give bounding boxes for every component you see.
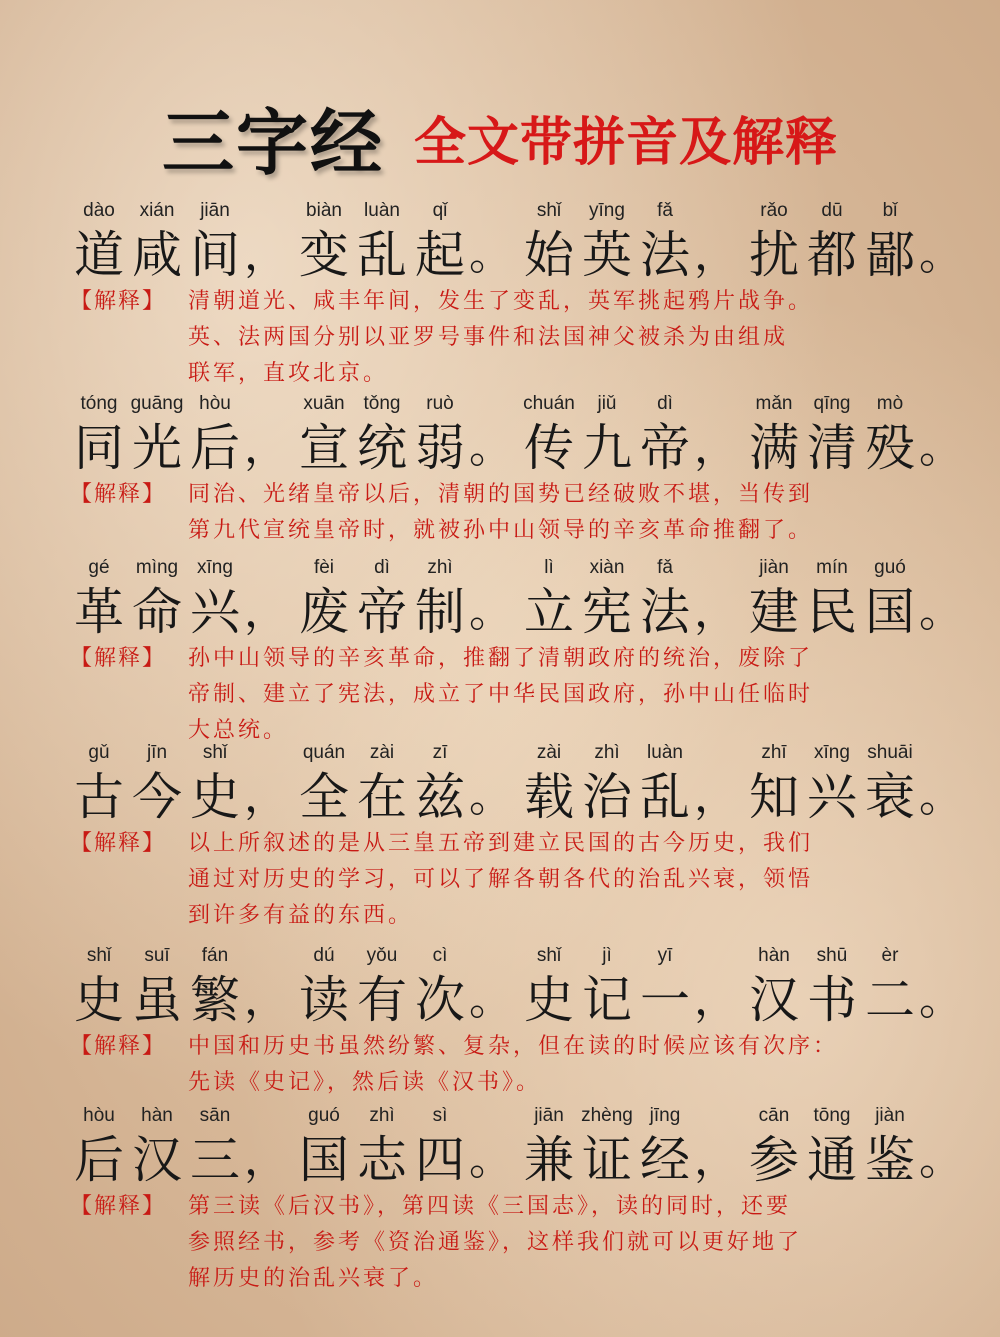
- pinyin: gé: [88, 557, 110, 578]
- pinyin: dú: [313, 945, 335, 966]
- hanzi-char: 经: [640, 1131, 690, 1189]
- verse-phrase: [520, 393, 738, 477]
- hanzi-char: 后: [190, 419, 240, 477]
- pinyin-row: [520, 393, 730, 419]
- explanation-line: 解历史的治乱兴衰了。: [188, 1266, 439, 1291]
- pinyin: xīng: [814, 742, 850, 763]
- hanzi-char: 乱: [640, 768, 690, 826]
- hanzi-char: 变: [299, 226, 349, 284]
- hanzi-char: 殁: [865, 419, 915, 477]
- pinyin: yī: [657, 945, 673, 966]
- punctuation: ，: [694, 974, 738, 1025]
- punctuation: 。: [469, 1134, 513, 1185]
- pinyin: jì: [602, 945, 612, 966]
- explanation-line: 通过对历史的学习，可以了解各朝各代的治乱兴衰，领悟: [188, 867, 814, 892]
- hanzi-char: 今: [132, 768, 182, 826]
- hanzi-row: [295, 226, 513, 284]
- pinyin-row: [745, 1105, 955, 1131]
- explanation-line: 到许多有益的东西。: [188, 903, 414, 928]
- hanzi-char: 兹: [415, 768, 465, 826]
- punctuation: 。: [919, 1134, 963, 1185]
- hanzi-row: [295, 583, 513, 641]
- explanation-line: 英、法两国分别以亚罗号事件和法国神父被杀为由组成: [188, 325, 789, 350]
- hanzi-char: 扰: [749, 226, 799, 284]
- explanation-label: 【解释】: [70, 831, 167, 856]
- hanzi-char: 法: [640, 226, 690, 284]
- pinyin-row: [70, 945, 280, 971]
- hanzi-row: [520, 226, 738, 284]
- hanzi-row: [70, 971, 288, 1029]
- hanzi-char: 满: [749, 419, 799, 477]
- verse-section: [0, 742, 1000, 928]
- verse-section: [0, 1105, 1000, 1291]
- punctuation: ，: [694, 586, 738, 637]
- pinyin: shǐ: [86, 945, 112, 966]
- hanzi-char: 兼: [524, 1131, 574, 1189]
- pinyin-row: [520, 557, 730, 583]
- pinyin-row: [70, 742, 280, 768]
- pinyin: shū: [816, 945, 848, 966]
- hanzi-char: 鄙: [865, 226, 915, 284]
- pinyin: yǒu: [366, 945, 398, 966]
- hanzi-row: [745, 419, 963, 477]
- verse-line: [0, 393, 1000, 477]
- verse-section: [0, 945, 1000, 1095]
- punctuation: 。: [919, 771, 963, 822]
- verse-phrase: [745, 945, 963, 1029]
- punctuation: ，: [694, 1134, 738, 1185]
- hanzi-row: [745, 583, 963, 641]
- pinyin-row: [745, 945, 955, 971]
- explanation-line: 中国和历史书虽然纷繁、复杂，但在读的时候应该有次序：: [188, 1034, 839, 1059]
- pinyin: quán: [302, 742, 346, 763]
- explanation-text: [188, 1029, 958, 1101]
- pinyin: guó: [308, 1105, 340, 1126]
- hanzi-char: 清: [807, 419, 857, 477]
- hanzi-char: 制: [415, 583, 465, 641]
- pinyin: hòu: [199, 393, 231, 414]
- pinyin: shǐ: [536, 200, 562, 221]
- punctuation: 。: [469, 586, 513, 637]
- pinyin: dào: [83, 200, 115, 221]
- pinyin: mò: [876, 393, 904, 414]
- pinyin: cì: [432, 945, 448, 966]
- hanzi-char: 书: [807, 971, 857, 1029]
- verse-line: [0, 557, 1000, 641]
- hanzi-row: [295, 419, 513, 477]
- verse-phrase: [70, 200, 288, 284]
- explanation-line: 第九代宣统皇帝时，就被孙中山领导的辛亥革命推翻了。: [188, 518, 814, 543]
- punctuation: 。: [469, 229, 513, 280]
- pinyin: gǔ: [88, 742, 110, 763]
- title-sub: 全文带拼音及解释: [414, 112, 839, 173]
- hanzi-row: [520, 971, 738, 1029]
- verse-phrase: [70, 557, 288, 641]
- verse-phrase: [520, 200, 738, 284]
- pinyin: fǎ: [657, 557, 673, 578]
- pinyin: luàn: [647, 742, 683, 763]
- verse-phrase: [70, 945, 288, 1029]
- hanzi-char: 传: [524, 419, 574, 477]
- punctuation: 。: [919, 974, 963, 1025]
- punctuation: ，: [244, 1134, 288, 1185]
- pinyin: biàn: [306, 200, 342, 221]
- pinyin: zhī: [761, 742, 787, 763]
- hanzi-char: 载: [524, 768, 574, 826]
- hanzi-char: 读: [299, 971, 349, 1029]
- hanzi-char: 国: [299, 1131, 349, 1189]
- punctuation: 。: [919, 586, 963, 637]
- pinyin-row: [745, 742, 955, 768]
- pinyin: dì: [374, 557, 390, 578]
- explanation-line: 第三读《后汉书》，第四读《三国志》，读的同时，还要: [188, 1194, 792, 1219]
- pinyin-row: [520, 200, 730, 226]
- title-row: [0, 85, 1000, 189]
- hanzi-char: 帝: [640, 419, 690, 477]
- pinyin: zī: [432, 742, 448, 763]
- verse-phrase: [70, 1105, 288, 1189]
- hanzi-char: 汉: [749, 971, 799, 1029]
- hanzi-row: [70, 1131, 288, 1189]
- hanzi-char: 二: [865, 971, 915, 1029]
- verse-phrase: [520, 557, 738, 641]
- explanation-text: [188, 284, 958, 392]
- hanzi-char: 三: [190, 1131, 240, 1189]
- hanzi-char: 兴: [807, 768, 857, 826]
- pinyin-row: [295, 742, 505, 768]
- punctuation: 。: [469, 974, 513, 1025]
- punctuation: ，: [694, 422, 738, 473]
- pinyin: zài: [369, 742, 395, 763]
- hanzi-char: 同: [74, 419, 124, 477]
- hanzi-char: 宣: [299, 419, 349, 477]
- pinyin: fǎ: [657, 200, 673, 221]
- hanzi-char: 四: [415, 1131, 465, 1189]
- pinyin-row: [70, 393, 280, 419]
- pinyin: mìng: [135, 557, 179, 578]
- hanzi-char: 宪: [582, 583, 632, 641]
- pinyin: jiàn: [875, 1105, 905, 1126]
- pinyin: zhì: [594, 742, 620, 763]
- verse-phrase: [745, 557, 963, 641]
- hanzi-char: 乱: [357, 226, 407, 284]
- pinyin: zhì: [427, 557, 453, 578]
- explanation-text: [188, 826, 958, 934]
- hanzi-row: [70, 226, 288, 284]
- explanation-line: 联军，直攻北京。: [188, 361, 389, 386]
- pinyin: jiǔ: [597, 393, 617, 414]
- hanzi-char: 咸: [132, 226, 182, 284]
- pinyin: qǐ: [432, 200, 448, 221]
- hanzi-row: [295, 1131, 513, 1189]
- pinyin: guó: [874, 557, 906, 578]
- pinyin: shuāi: [867, 742, 913, 763]
- title-main: 三字经: [161, 101, 384, 185]
- pinyin: shǐ: [202, 742, 228, 763]
- pinyin: jīng: [649, 1105, 681, 1126]
- explanation-line: 大总统。: [188, 718, 289, 743]
- hanzi-char: 光: [132, 419, 182, 477]
- pinyin: guāng: [130, 393, 184, 414]
- verse-line: [0, 742, 1000, 826]
- pinyin: suī: [144, 945, 170, 966]
- hanzi-char: 一: [640, 971, 690, 1029]
- pinyin: mǎn: [755, 393, 793, 414]
- pinyin-row: [745, 557, 955, 583]
- pinyin-row: [745, 393, 955, 419]
- pinyin: lì: [544, 557, 554, 578]
- verse-phrase: [745, 742, 963, 826]
- hanzi-char: 史: [74, 971, 124, 1029]
- hanzi-char: 统: [357, 419, 407, 477]
- pinyin-row: [295, 945, 505, 971]
- punctuation: 。: [919, 422, 963, 473]
- explanation-text: [188, 1189, 958, 1297]
- hanzi-char: 兴: [190, 583, 240, 641]
- explanation-line: 参照经书，参考《资治通鉴》，这样我们就可以更好地了: [188, 1230, 803, 1255]
- punctuation: ，: [244, 229, 288, 280]
- hanzi-char: 全: [299, 768, 349, 826]
- explanation-line: 同治、光绪皇帝以后，清朝的国势已经破败不堪，当传到: [188, 482, 814, 507]
- pinyin-row: [70, 557, 280, 583]
- verse-phrase: [520, 742, 738, 826]
- hanzi-char: 革: [74, 583, 124, 641]
- explanation-text: [188, 641, 958, 749]
- hanzi-char: 史: [190, 768, 240, 826]
- pinyin: jiān: [200, 200, 230, 221]
- hanzi-row: [745, 971, 963, 1029]
- hanzi-char: 都: [807, 226, 857, 284]
- pinyin: zhèng: [581, 1105, 633, 1126]
- hanzi-char: 命: [132, 583, 182, 641]
- hanzi-char: 参: [749, 1131, 799, 1189]
- hanzi-char: 衰: [865, 768, 915, 826]
- hanzi-char: 知: [749, 768, 799, 826]
- pinyin-row: [295, 393, 505, 419]
- punctuation: 。: [469, 422, 513, 473]
- verse-phrase: [745, 200, 963, 284]
- pinyin: tóng: [80, 393, 118, 414]
- verse-phrase: [295, 742, 513, 826]
- pinyin: zhì: [369, 1105, 395, 1126]
- pinyin: luàn: [364, 200, 400, 221]
- hanzi-row: [520, 1131, 738, 1189]
- punctuation: 。: [919, 229, 963, 280]
- hanzi-char: 史: [524, 971, 574, 1029]
- pinyin: tǒng: [363, 393, 401, 414]
- pinyin: jīn: [146, 742, 168, 763]
- hanzi-char: 始: [524, 226, 574, 284]
- pinyin: hàn: [758, 945, 790, 966]
- pinyin-row: [520, 1105, 730, 1131]
- punctuation: ，: [694, 229, 738, 280]
- pinyin: zài: [536, 742, 562, 763]
- verse-phrase: [745, 1105, 963, 1189]
- pinyin: xīng: [197, 557, 233, 578]
- hanzi-char: 九: [582, 419, 632, 477]
- explanation-line: 帝制、建立了宪法，成立了中华民国政府，孙中山任临时: [188, 682, 814, 707]
- pinyin: dì: [657, 393, 673, 414]
- hanzi-char: 道: [74, 226, 124, 284]
- verse-section: [0, 393, 1000, 543]
- pinyin: hòu: [83, 1105, 115, 1126]
- explanation-line: 孙中山领导的辛亥革命，推翻了清朝政府的统治，废除了: [188, 646, 814, 671]
- hanzi-char: 废: [299, 583, 349, 641]
- pinyin-row: [295, 200, 505, 226]
- pinyin: fán: [201, 945, 229, 966]
- explanation-label: 【解释】: [70, 646, 167, 671]
- hanzi-char: 繁: [190, 971, 240, 1029]
- hanzi-char: 鉴: [865, 1131, 915, 1189]
- pinyin: fèi: [313, 557, 335, 578]
- pinyin-row: [520, 742, 730, 768]
- pinyin-row: [745, 200, 955, 226]
- pinyin-row: [295, 1105, 505, 1131]
- hanzi-char: 通: [807, 1131, 857, 1189]
- pinyin: tōng: [813, 1105, 851, 1126]
- hanzi-row: [745, 226, 963, 284]
- verse-phrase: [745, 393, 963, 477]
- hanzi-row: [520, 768, 738, 826]
- punctuation: ，: [694, 771, 738, 822]
- hanzi-char: 古: [74, 768, 124, 826]
- hanzi-char: 治: [582, 768, 632, 826]
- punctuation: ，: [244, 586, 288, 637]
- hanzi-char: 民: [807, 583, 857, 641]
- pinyin-row: [520, 945, 730, 971]
- pinyin: bǐ: [882, 200, 898, 221]
- hanzi-char: 记: [582, 971, 632, 1029]
- pinyin: èr: [881, 945, 899, 966]
- pinyin: shǐ: [536, 945, 562, 966]
- hanzi-row: [70, 419, 288, 477]
- verse-phrase: [520, 1105, 738, 1189]
- pinyin: cān: [758, 1105, 790, 1126]
- hanzi-char: 立: [524, 583, 574, 641]
- verse-phrase: [295, 557, 513, 641]
- hanzi-char: 后: [74, 1131, 124, 1189]
- pinyin: mín: [816, 557, 848, 578]
- hanzi-char: 志: [357, 1131, 407, 1189]
- pinyin-row: [70, 200, 280, 226]
- explanation-text: [188, 477, 958, 549]
- verse-phrase: [295, 1105, 513, 1189]
- pinyin: xián: [139, 200, 175, 221]
- pinyin: ruò: [426, 393, 454, 414]
- verse-phrase: [295, 200, 513, 284]
- pinyin: qīng: [813, 393, 851, 414]
- hanzi-char: 英: [582, 226, 632, 284]
- verse-section: [0, 557, 1000, 743]
- hanzi-row: [745, 768, 963, 826]
- hanzi-char: 证: [582, 1131, 632, 1189]
- hanzi-row: [70, 768, 288, 826]
- pinyin: jiàn: [759, 557, 789, 578]
- explanation-line: 清朝道光、咸丰年间，发生了变乱，英军挑起鸦片战争。: [188, 289, 814, 314]
- punctuation: ，: [244, 771, 288, 822]
- pinyin-row: [295, 557, 505, 583]
- hanzi-row: [520, 583, 738, 641]
- hanzi-char: 虽: [132, 971, 182, 1029]
- punctuation: ，: [244, 422, 288, 473]
- verse-section: [0, 200, 1000, 386]
- pinyin: dū: [821, 200, 843, 221]
- pinyin: xiàn: [589, 557, 625, 578]
- verse-phrase: [520, 945, 738, 1029]
- pinyin: sì: [432, 1105, 448, 1126]
- hanzi-char: 帝: [357, 583, 407, 641]
- pinyin-row: [70, 1105, 280, 1131]
- verse-line: [0, 945, 1000, 1029]
- pinyin: hàn: [141, 1105, 173, 1126]
- explanation-label: 【解释】: [70, 1034, 167, 1059]
- hanzi-char: 弱: [415, 419, 465, 477]
- hanzi-row: [295, 768, 513, 826]
- explanation-line: 以上所叙述的是从三皇五帝到建立民国的古今历史，我们: [188, 831, 814, 856]
- hanzi-char: 建: [749, 583, 799, 641]
- pinyin: yīng: [589, 200, 625, 221]
- explanation-line: 先读《史记》，然后读《汉书》。: [188, 1070, 542, 1095]
- hanzi-char: 法: [640, 583, 690, 641]
- hanzi-char: 汉: [132, 1131, 182, 1189]
- verse-line: [0, 200, 1000, 284]
- verse-phrase: [70, 393, 288, 477]
- hanzi-char: 起: [415, 226, 465, 284]
- verse-line: [0, 1105, 1000, 1189]
- hanzi-char: 国: [865, 583, 915, 641]
- hanzi-row: [70, 583, 288, 641]
- punctuation: ，: [244, 974, 288, 1025]
- hanzi-char: 次: [415, 971, 465, 1029]
- pinyin: chuán: [523, 393, 575, 414]
- verse-phrase: [70, 742, 288, 826]
- hanzi-row: [520, 419, 738, 477]
- punctuation: 。: [469, 771, 513, 822]
- hanzi-char: 间: [190, 226, 240, 284]
- verse-phrase: [295, 393, 513, 477]
- explanation-label: 【解释】: [70, 289, 167, 314]
- hanzi-char: 有: [357, 971, 407, 1029]
- pinyin: sān: [199, 1105, 231, 1126]
- explanation-label: 【解释】: [70, 1194, 167, 1219]
- explanation-label: 【解释】: [70, 482, 167, 507]
- hanzi-row: [745, 1131, 963, 1189]
- verse-phrase: [295, 945, 513, 1029]
- hanzi-char: 在: [357, 768, 407, 826]
- hanzi-row: [295, 971, 513, 1029]
- pinyin: rǎo: [760, 200, 788, 221]
- pinyin: xuān: [303, 393, 345, 414]
- pinyin: jiān: [534, 1105, 564, 1126]
